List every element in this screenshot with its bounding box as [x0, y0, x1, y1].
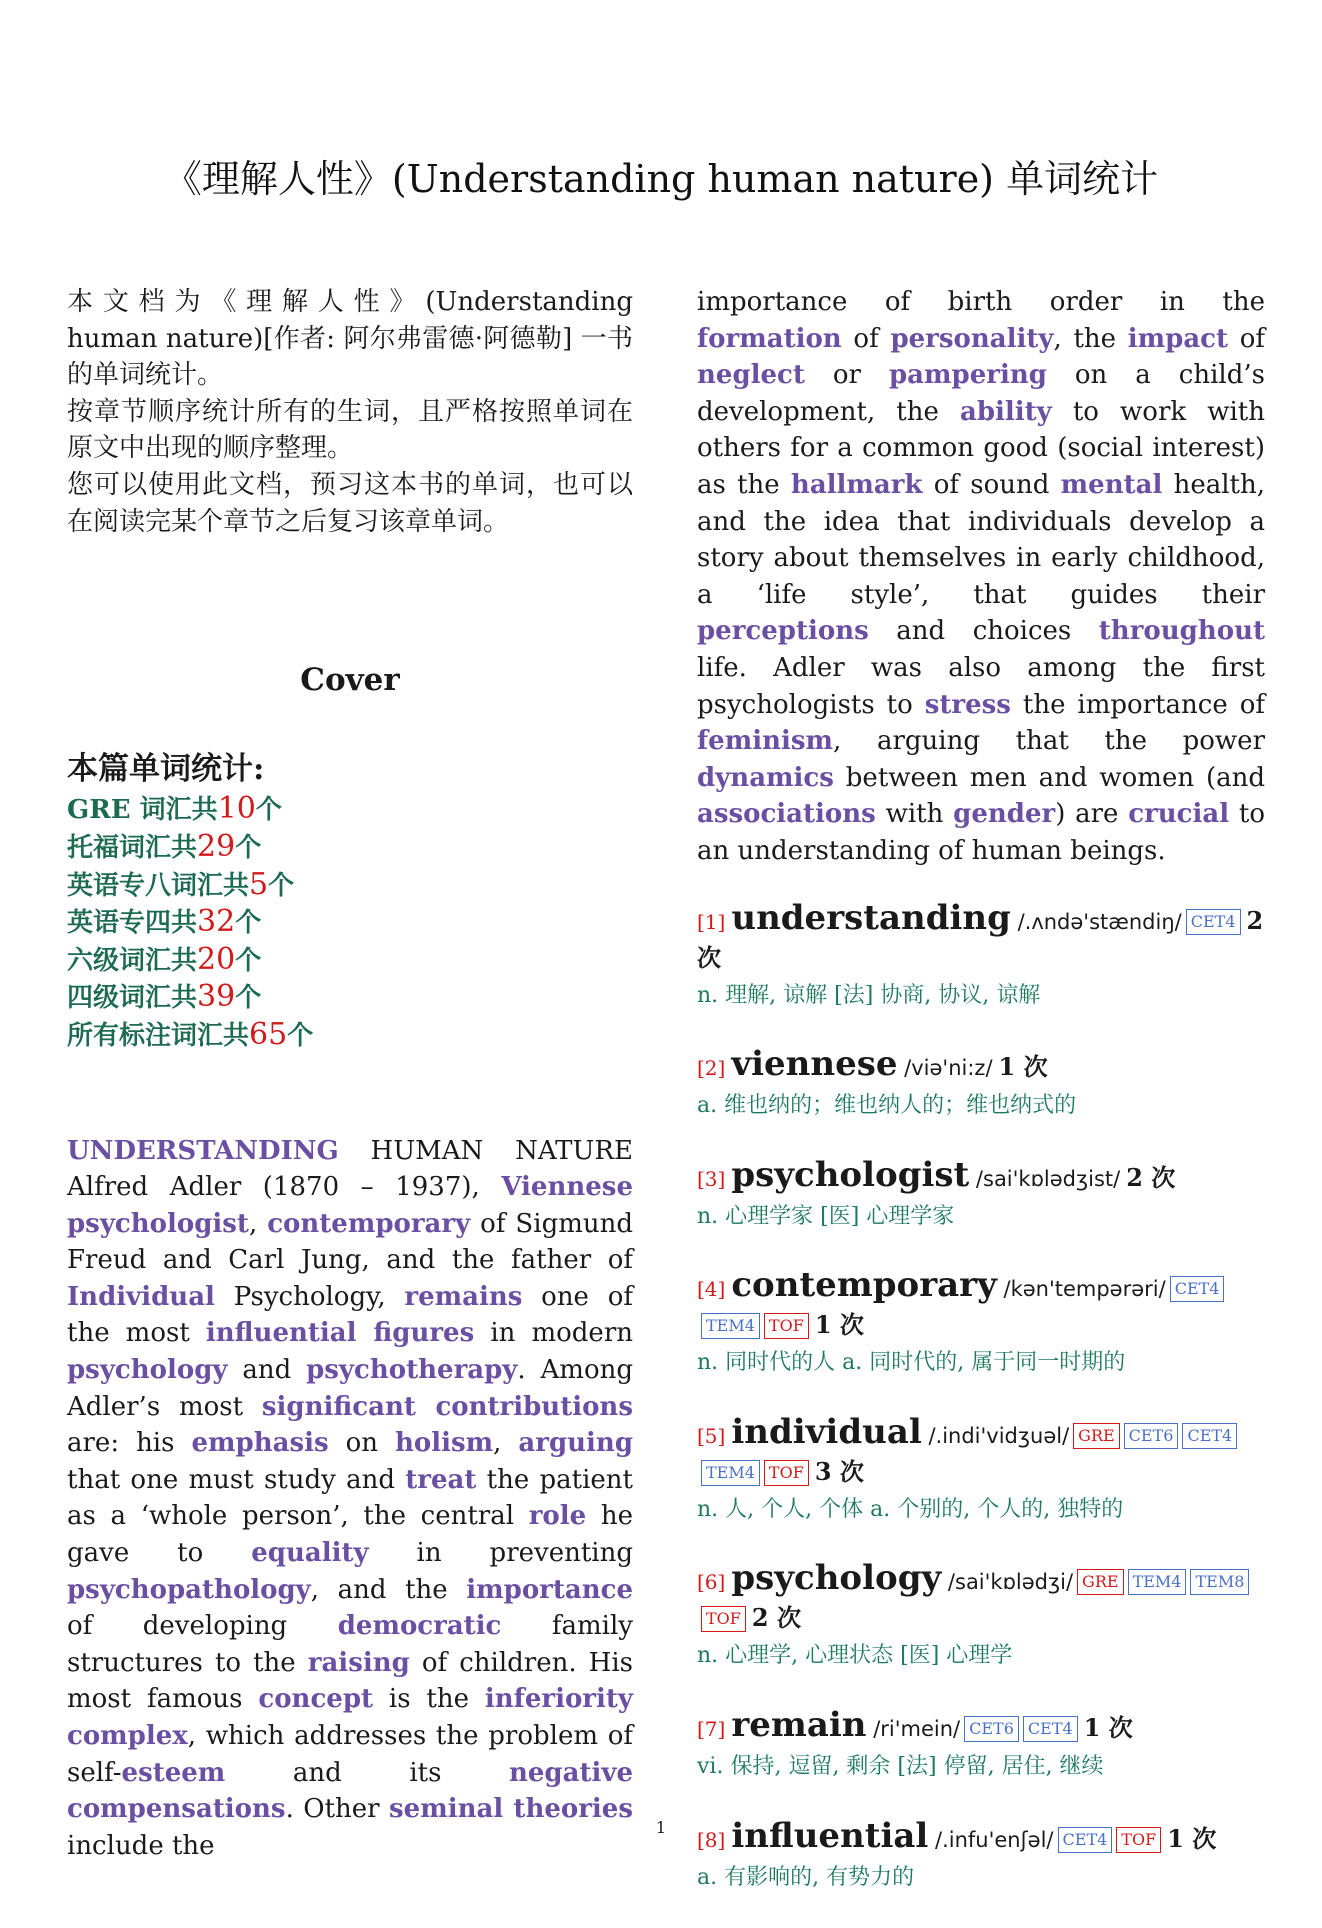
vocab-count: 1 次 — [814, 1310, 864, 1340]
passage-text: of Sigmund Freud and Carl Jung, and the father of — [67, 1208, 633, 1276]
vocab-phonetic: /.infu'enʃəl/ — [928, 1827, 1054, 1852]
keyword: esteem — [121, 1757, 226, 1788]
stats-label: GRE 词汇共 — [67, 795, 218, 826]
passage-text: in modern — [474, 1318, 633, 1349]
vocab-entry — [697, 1267, 1265, 1382]
keyword: remains — [404, 1281, 523, 1312]
vocab-phonetic: /sai'kɒlədʒi/ — [941, 1570, 1074, 1595]
stats-unit: 个 — [235, 945, 262, 976]
stats-count: 65 — [249, 1016, 288, 1052]
exam-tag-badge: CET4 — [1186, 909, 1241, 935]
stats-unit: 个 — [287, 1020, 314, 1051]
vocab-definition: n. 人, 个人, 个体 a. 个别的, 个人的, 独特的 — [697, 1496, 1124, 1522]
stats-label: 托福词汇共 — [67, 832, 198, 863]
left-column — [67, 284, 633, 1864]
passage-text: on — [328, 1428, 395, 1459]
vocab-index: [1] — [697, 909, 726, 934]
stats-count: 32 — [197, 904, 236, 940]
exam-tag-badge: GRE — [1077, 1569, 1124, 1595]
vocab-count: 2 次 — [1126, 1162, 1176, 1192]
stats-row — [67, 942, 633, 980]
keyword: psychology — [67, 1355, 228, 1386]
passage-text: life. Adler was also among the first psychologists to — [697, 652, 1265, 720]
passage-text: family structures to the — [67, 1611, 633, 1678]
stats-count: 20 — [197, 941, 236, 977]
vocab-phonetic: /ri'mein/ — [866, 1717, 961, 1742]
keyword: formation — [697, 323, 842, 354]
vocab-entry — [697, 1154, 1265, 1236]
passage-text: importance of birth order in the — [697, 287, 1265, 317]
intro-paragraph: 您可以使用此文档，预习这本书的单词，也可以在阅读完某个章节之后复习该章单词。 — [67, 469, 633, 537]
vocab-count: 2 次 — [697, 905, 1264, 972]
passage-text: and its — [225, 1757, 509, 1788]
keyword: dynamics — [697, 762, 834, 793]
section-heading-cover: Cover — [300, 662, 400, 699]
keyword: crucial — [1128, 799, 1230, 830]
exam-tag-badge: CET4 — [1058, 1827, 1113, 1853]
vocab-index: [7] — [697, 1717, 726, 1742]
keyword: perceptions — [697, 616, 869, 647]
passage-text: . — [517, 1355, 541, 1386]
vocab-entry — [697, 1046, 1265, 1125]
vocab-entry — [697, 1560, 1265, 1675]
exam-tag-badge: CET4 — [1023, 1716, 1078, 1742]
keyword: treat — [405, 1464, 477, 1495]
stats-label: 六级词汇共 — [67, 945, 198, 976]
passage-text: with — [875, 799, 954, 830]
keyword: inferiority complex — [67, 1684, 633, 1751]
vocab-entry — [697, 897, 1265, 1015]
vocab-word: influential — [731, 1815, 929, 1856]
vocab-index: [8] — [697, 1827, 726, 1852]
vocab-index: [2] — [697, 1056, 726, 1081]
exam-tag-badge: CET4 — [1170, 1276, 1225, 1302]
passage-text: , — [248, 1208, 268, 1239]
passage-text: of — [841, 323, 891, 354]
keyword: Viennese psychologist — [67, 1172, 633, 1239]
vocab-phonetic: /kən'tempərəri/ — [996, 1277, 1166, 1302]
passage-text: of sound — [922, 469, 1061, 500]
intro — [67, 284, 633, 540]
vocab-word: understanding — [731, 897, 1011, 938]
keyword: stress — [924, 689, 1011, 720]
vocab-count: 1 次 — [998, 1052, 1048, 1082]
keyword: equality — [251, 1538, 369, 1569]
passage-text: include the — [67, 1830, 215, 1861]
vocab-word: individual — [731, 1411, 922, 1452]
keyword: negative compensations — [67, 1757, 633, 1825]
vocab-entry-head — [697, 1707, 1265, 1747]
vocab-word: contemporary — [731, 1265, 997, 1306]
exam-tag-badge: GRE — [1073, 1423, 1120, 1449]
keyword: throughout — [1098, 616, 1265, 647]
passage-text: the importance of — [1010, 689, 1265, 720]
vocab-index: [3] — [697, 1166, 726, 1191]
passage-text: and — [227, 1355, 307, 1386]
exam-tag-badge: TEM4 — [701, 1313, 760, 1339]
stats-count: 29 — [197, 828, 236, 864]
stats-row — [67, 1017, 633, 1055]
vocab-definition: vi. 保持, 逗留, 剩余 [法] 停留, 居住, 继续 — [697, 1754, 1104, 1780]
vocab-definition: n. 同时代的人 a. 同时代的, 属于同一时期的 — [697, 1350, 1126, 1376]
stats-row — [67, 979, 633, 1017]
vocab-entry-head — [697, 1046, 1265, 1086]
vocab-definition: a. 维也纳的；维也纳人的；维也纳式的 — [697, 1093, 1077, 1119]
keyword: Individual — [67, 1281, 215, 1312]
passage-text: , arguing that the power — [833, 726, 1265, 757]
keyword: arguing — [518, 1428, 634, 1459]
keyword: emphasis — [191, 1428, 329, 1459]
passage-text: that one must study and — [67, 1464, 406, 1495]
vocab-index: [5] — [697, 1423, 726, 1448]
keyword: feminism — [697, 726, 834, 757]
exam-tag-badge: CET6 — [1124, 1423, 1179, 1449]
passage-text: Psychology, — [214, 1281, 405, 1312]
passage-left — [67, 1133, 633, 1865]
keyword: seminal theories — [389, 1794, 633, 1825]
passage-text: are: his — [67, 1428, 192, 1459]
keyword: role — [528, 1501, 587, 1532]
stats-count: 39 — [197, 979, 236, 1015]
passage-text: or — [804, 360, 889, 391]
stats-unit: 个 — [255, 795, 282, 826]
keyword: personality — [890, 323, 1054, 354]
intro-paragraph: 本文档为《理解人性》(Understanding human nature)[作者: 阿尔弗雷德·阿德勒] 一书的单词统计。 — [67, 287, 633, 391]
passage-text: the patient as a ‘whole person’, the central — [67, 1464, 633, 1532]
stats-unit: 个 — [268, 870, 295, 901]
vocab-count: 1 次 — [1167, 1823, 1217, 1853]
vocab-phonetic: /sai'kɒlədʒist/ — [969, 1166, 1121, 1191]
passage-text: of developing — [67, 1611, 338, 1642]
vocab-definition: n. 心理学, 心理状态 [医] 心理学 — [697, 1643, 1013, 1669]
vocab-entry-head — [697, 1560, 1265, 1636]
passage-text: , which addresses the problem of self- — [67, 1721, 633, 1788]
keyword: hallmark — [790, 469, 923, 500]
stats-row — [67, 904, 633, 942]
stats-count: 10 — [217, 791, 256, 827]
vocab-phonetic: /.ʌndə'stændiŋ/ — [1010, 909, 1182, 934]
exam-tag-badge: CET6 — [964, 1716, 1019, 1742]
passage-text: health, and the idea that individuals develop a story about themselves in early childhood, a ‘life style’, that guides their — [697, 469, 1266, 610]
vocab-word: psychologist — [731, 1154, 970, 1195]
keyword: raising — [307, 1647, 410, 1678]
keyword: holism — [395, 1428, 494, 1459]
passage-text: is the — [373, 1684, 485, 1715]
vocab-list — [697, 897, 1265, 1897]
vocab-phonetic: /viə'ni:z/ — [897, 1056, 993, 1081]
passage-right — [697, 284, 1265, 870]
vocab-count: 3 次 — [814, 1456, 864, 1486]
page-title: 《理解人性》(Understanding human nature) 单词统计 — [163, 157, 1159, 201]
keyword: UNDERSTANDING — [67, 1135, 339, 1166]
stats-unit: 个 — [235, 983, 262, 1014]
stats-label: 所有标注词汇共 — [67, 1020, 250, 1051]
keyword: psychotherapy — [306, 1355, 518, 1386]
passage-text: Alfred Adler (1870 – 1937), — [67, 1172, 502, 1203]
vocab-phonetic: /.indi'vidʒuəl/ — [921, 1423, 1070, 1448]
exam-tag-badge: TEM4 — [701, 1460, 760, 1486]
passage-text: , the — [1053, 323, 1128, 354]
passage-text: Among Adler’s most — [67, 1355, 634, 1422]
passage-text: of — [1228, 323, 1266, 354]
vocab-definition: n. 理解, 谅解 [法] 协商, 协议, 谅解 — [697, 982, 1041, 1008]
stats-title: 本篇单词统计: — [67, 750, 265, 787]
keyword: gender — [953, 799, 1056, 830]
vocab-definition: n. 心理学家 [医] 心理学家 — [697, 1203, 955, 1229]
stats-row — [67, 867, 633, 905]
keyword: mental — [1060, 469, 1163, 500]
vocab-index: [4] — [697, 1277, 726, 1302]
keyword: associations — [697, 799, 876, 830]
stats-row — [67, 829, 633, 867]
stats-list — [67, 791, 633, 1054]
passage-text: ) are — [1055, 799, 1129, 830]
passage-text: on a child’s development, the — [697, 360, 1265, 427]
passage-text: , — [493, 1428, 519, 1459]
passage-text: he gave to — [67, 1501, 633, 1569]
stats-unit: 个 — [235, 832, 262, 863]
vocab-count: 1 次 — [1083, 1713, 1133, 1743]
vocab-entry-head — [697, 1154, 1265, 1197]
exam-tag-badge: TOF — [701, 1606, 746, 1632]
vocab-definition: a. 有影响的, 有势力的 — [697, 1864, 915, 1890]
passage-text: between men and women (and — [833, 762, 1265, 793]
exam-tag-badge: TOF — [1116, 1827, 1161, 1853]
vocab-entry-head — [697, 1267, 1265, 1343]
vocab-entry-head — [697, 897, 1265, 976]
intro-paragraph: 按章节顺序统计所有的生词，且严格按照单词在原文中出现的顺序整理。 — [67, 396, 633, 464]
passage-text: , and the — [310, 1574, 467, 1605]
keyword: contemporary — [267, 1208, 471, 1239]
keyword: pampering — [888, 360, 1047, 391]
passage-text: HUMAN NATURE — [338, 1135, 633, 1166]
exam-tag-badge: TOF — [764, 1460, 809, 1486]
keyword: concept — [258, 1684, 374, 1715]
vocab-word: psychology — [731, 1558, 942, 1599]
vocab-entry — [697, 1411, 1265, 1529]
stats-label: 英语专四共 — [67, 908, 198, 939]
keyword: democratic — [337, 1611, 502, 1642]
stats-label: 英语专八词汇共 — [67, 870, 250, 901]
exam-tag-badge: CET4 — [1182, 1423, 1237, 1449]
exam-tag-badge: TEM4 — [1128, 1569, 1187, 1595]
passage-text: and choices — [868, 616, 1099, 647]
page-number: 1 — [655, 1818, 667, 1837]
keyword: impact — [1127, 323, 1229, 354]
exam-tag-badge: TEM8 — [1190, 1569, 1249, 1595]
keyword: psychopathology — [67, 1574, 311, 1605]
keyword: influential figures — [205, 1318, 475, 1349]
exam-tag-badge: TOF — [764, 1313, 809, 1339]
vocab-entry-head — [697, 1411, 1265, 1490]
passage-text: to work with others for a common good (social interest) as the — [697, 396, 1265, 500]
passage-text: to an understanding of human beings. — [697, 799, 1265, 866]
stats-label: 四级词汇共 — [67, 983, 198, 1014]
stats-unit: 个 — [235, 908, 262, 939]
passage-text: . Other — [285, 1794, 390, 1825]
vocab-entry — [697, 1707, 1265, 1786]
keyword: significant contributions — [261, 1391, 633, 1422]
vocab-count: 2 次 — [751, 1603, 801, 1633]
keyword: importance — [466, 1574, 633, 1605]
vocab-word: remain — [731, 1705, 867, 1746]
right-column — [697, 284, 1265, 1928]
passage-text: of children. His most famous — [67, 1647, 634, 1715]
vocab-index: [6] — [697, 1570, 726, 1595]
keyword: neglect — [697, 360, 805, 391]
keyword: ability — [959, 396, 1052, 427]
passage-text: in preventing — [368, 1538, 633, 1569]
stats-row — [67, 791, 633, 829]
passage-text: one of the most — [67, 1281, 633, 1349]
vocab-word: viennese — [731, 1044, 898, 1085]
stats-count: 5 — [249, 866, 269, 902]
